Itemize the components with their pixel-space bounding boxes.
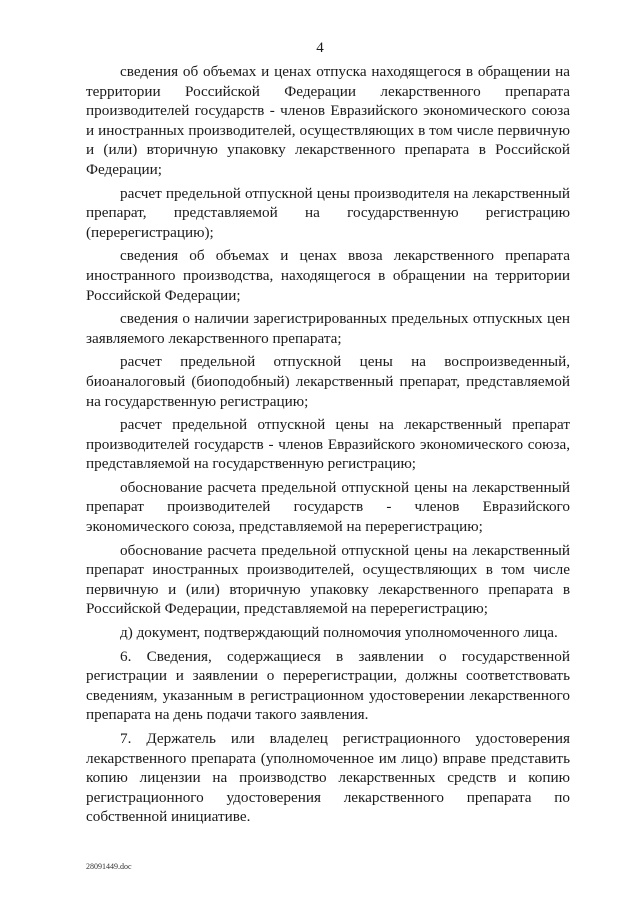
paragraph: расчет предельной отпускной цены производителя на лекарственный препарат, представляемой на государственную регистрацию (перерегистрацию);: [86, 184, 570, 241]
paragraph: д) документ, подтверждающий полномочия уполномоченного лица.: [120, 624, 558, 642]
paragraph: 6. Сведения, содержащиеся в заявлении о государственной регистрации и заявлении о перерегистрации, должны соответствовать сведениям, указанным в регистрационном удостоверении лекарственного препарата на день подачи такого заявления.: [86, 647, 570, 724]
document-body: [86, 62, 570, 827]
paragraph: сведения о наличии зарегистрированных предельных отпускных цен заявляемого лекарственного препарата;: [86, 310, 570, 347]
paragraph: обоснование расчета предельной отпускной цены на лекарственный препарат производителей государств - членов Евразийского экономического союза, представляемой на перерегистрацию;: [86, 478, 570, 536]
paragraph: сведения об объемах и ценах ввоза лекарственного препарата иностранного производства, находящегося в обращении на территории Российской Федерации;: [86, 247, 570, 304]
footer-filename: 28091449.doc: [86, 862, 132, 871]
page-number: 4: [316, 40, 324, 56]
paragraph: расчет предельной отпускной цены на воспроизведенный, биоаналоговый (биоподобный) лекарственный препарат, представляемой на государственную регистрацию;: [86, 353, 570, 410]
paragraph: расчет предельной отпускной цены на лекарственный препарат производителей государств - членов Евразийского экономического союза, представляемой на государственную регистрацию;: [86, 416, 570, 473]
paragraph: 7. Держатель или владелец регистрационного удостоверения лекарственного препарата (уполномоченное им лицо) вправе представить копию лицензии на производство лекарственных средств и копию регистрационного удостоверения лекарственного препарата по собственной инициативе.: [86, 730, 570, 826]
paragraph: сведения об объемах и ценах отпуска находящегося в обращении на территории Российской Федерации лекарственного препарата производителей государств - членов Евразийского экономического союза и иностранных производителей, осуществляющих в том числе первичную и (или) вторичную упаковку лекарственного препарата в Российской Федерации;: [86, 63, 570, 178]
paragraph: обоснование расчета предельной отпускной цены на лекарственный препарат иностранных производителей, осуществляющих в том числе первичную и (или) вторичную упаковку лекарственного препарата в Российской Федерации, представляемой на перерегистрацию;: [86, 541, 570, 618]
